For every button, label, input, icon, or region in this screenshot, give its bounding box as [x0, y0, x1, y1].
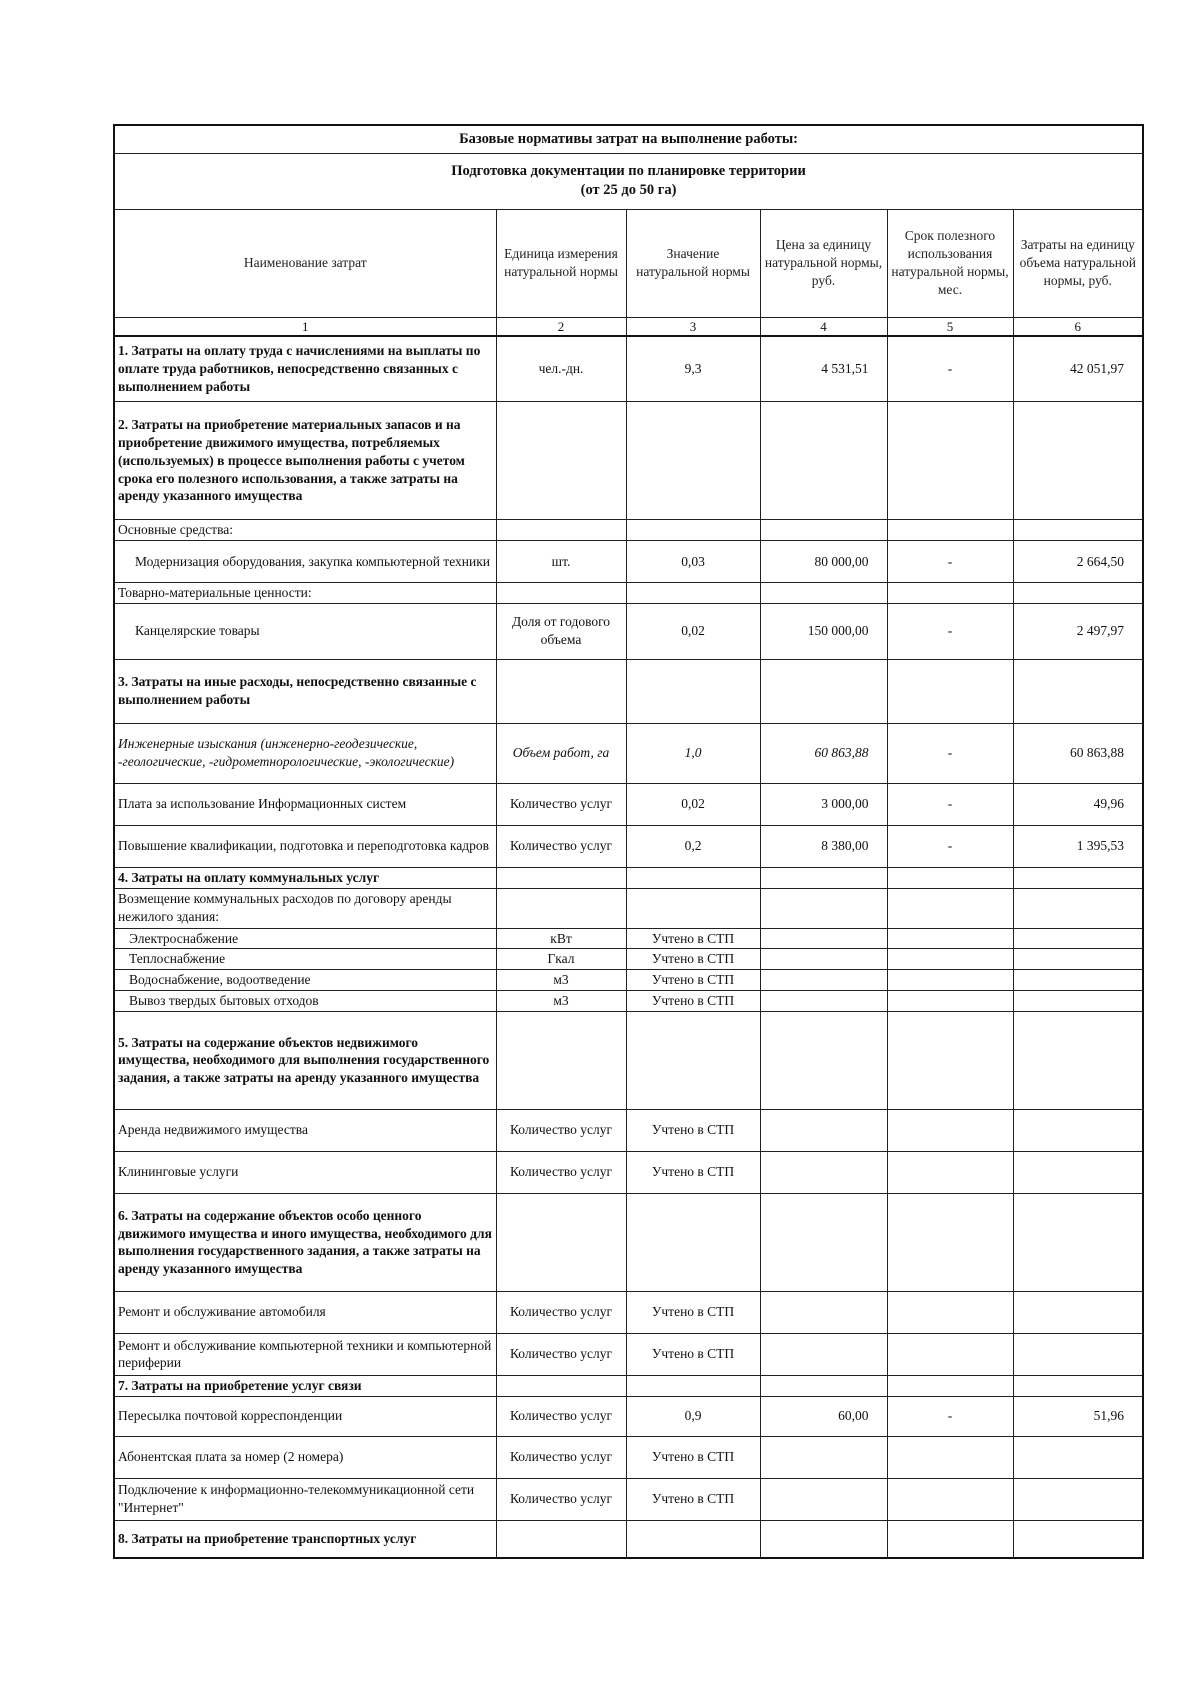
cost-name: Канцелярские товары [114, 603, 496, 659]
cost-price [760, 1291, 887, 1333]
column-number: 4 [760, 317, 887, 336]
cost-name: Основные средства: [114, 520, 496, 541]
cost-total [1013, 949, 1143, 970]
cost-term [887, 1193, 1013, 1291]
cost-term: - [887, 723, 1013, 783]
cost-term [887, 520, 1013, 541]
cost-price [760, 1478, 887, 1520]
cost-value [626, 867, 760, 888]
cost-unit [496, 1193, 626, 1291]
cost-name: Возмещение коммунальных расходов по договору аренды нежилого здания: [114, 888, 496, 928]
table-row [114, 402, 1143, 520]
cost-value: Учтено в СТП [626, 1291, 760, 1333]
cost-unit: Количество услуг [496, 1291, 626, 1333]
cost-unit [496, 520, 626, 541]
subtitle-line-2: (от 25 до 50 га) [580, 182, 677, 198]
cost-unit: кВт [496, 928, 626, 949]
cost-total [1013, 520, 1143, 541]
cost-value: Учтено в СТП [626, 1109, 760, 1151]
cost-price [760, 949, 887, 970]
cost-value [626, 402, 760, 520]
cost-total: 2 664,50 [1013, 540, 1143, 582]
cost-unit [496, 1520, 626, 1558]
cost-total [1013, 1151, 1143, 1193]
cost-norms-table [113, 124, 1144, 1559]
header-value: Значение натуральной нормы [626, 209, 760, 317]
cost-total [1013, 888, 1143, 928]
cost-unit: Количество услуг [496, 1396, 626, 1436]
cost-term [887, 1436, 1013, 1478]
cost-unit: Количество услуг [496, 1151, 626, 1193]
cost-name: 5. Затраты на содержание объектов недвижимого имущества, необходимого для выполнения государственного задания, а также затраты на аренду указанного имущества [114, 1011, 496, 1109]
cost-price [760, 928, 887, 949]
cost-value [626, 1011, 760, 1109]
table-subtitle [114, 153, 1143, 209]
header-unit: Единица измерения натуральной нормы [496, 209, 626, 317]
cost-value [626, 1375, 760, 1396]
table-title: Базовые нормативы затрат на выполнение работы: [114, 125, 1143, 153]
cost-name: 1. Затраты на оплату труда с начислениями на выплаты по оплате труда работников, непосредственно связанных с выполнением работы [114, 336, 496, 402]
cost-total [1013, 1520, 1143, 1558]
cost-price [760, 970, 887, 991]
cost-price: 150 000,00 [760, 603, 887, 659]
table-row [114, 1396, 1143, 1436]
cost-term [887, 867, 1013, 888]
cost-term [887, 659, 1013, 723]
table-row [114, 1520, 1143, 1558]
cost-total [1013, 1478, 1143, 1520]
cost-value [626, 659, 760, 723]
table-row [114, 949, 1143, 970]
cost-term [887, 1333, 1013, 1375]
cost-price [760, 1436, 887, 1478]
cost-total: 2 497,97 [1013, 603, 1143, 659]
cost-total [1013, 1291, 1143, 1333]
cost-price: 60,00 [760, 1396, 887, 1436]
cost-value: Учтено в СТП [626, 1436, 760, 1478]
table-row [114, 1193, 1143, 1291]
cost-total: 42 051,97 [1013, 336, 1143, 402]
cost-price: 60 863,88 [760, 723, 887, 783]
cost-value: 0,02 [626, 783, 760, 825]
cost-total [1013, 582, 1143, 603]
cost-total [1013, 1011, 1143, 1109]
header-cost: Затраты на единицу объема натуральной нормы, руб. [1013, 209, 1143, 317]
cost-price [760, 1011, 887, 1109]
table-row [114, 970, 1143, 991]
cost-name: Абонентская плата за номер (2 номера) [114, 1436, 496, 1478]
column-number: 1 [114, 317, 496, 336]
table-row [114, 825, 1143, 867]
table-row [114, 1151, 1143, 1193]
cost-value [626, 1193, 760, 1291]
cost-term [887, 1520, 1013, 1558]
cost-name: 8. Затраты на приобретение транспортных услуг [114, 1520, 496, 1558]
cost-value [626, 888, 760, 928]
table-row [114, 1291, 1143, 1333]
header-row [114, 209, 1143, 317]
column-number: 2 [496, 317, 626, 336]
cost-name: Товарно-материальные ценности: [114, 582, 496, 603]
cost-price [760, 1109, 887, 1151]
table-row [114, 991, 1143, 1012]
cost-value: 0,2 [626, 825, 760, 867]
cost-term [887, 991, 1013, 1012]
table-row [114, 659, 1143, 723]
cost-total [1013, 1375, 1143, 1396]
cost-unit [496, 1375, 626, 1396]
cost-term [887, 1011, 1013, 1109]
cost-total [1013, 1193, 1143, 1291]
cost-name: 2. Затраты на приобретение материальных запасов и на приобретение движимого имущества, потребляемых (используемых) в процессе выполнения работы с учетом срока его полезного использования, а также затраты на аренду указанного имущества [114, 402, 496, 520]
cost-price [760, 402, 887, 520]
table-row [114, 888, 1143, 928]
subtitle-line-1: Подготовка документации по планировке территории [451, 162, 806, 179]
cost-price [760, 1375, 887, 1396]
cost-total [1013, 970, 1143, 991]
cost-unit: Гкал [496, 949, 626, 970]
cost-unit [496, 867, 626, 888]
cost-name: Ремонт и обслуживание компьютерной техники и компьютерной периферии [114, 1333, 496, 1375]
cost-price [760, 888, 887, 928]
cost-unit [496, 659, 626, 723]
cost-unit [496, 1011, 626, 1109]
cost-name: 6. Затраты на содержание объектов особо ценного движимого имущества и иного имущества, необходимого для выполнения государственного задания, а также затраты на аренду указанного имущества [114, 1193, 496, 1291]
cost-term: - [887, 1396, 1013, 1436]
cost-value: 0,03 [626, 540, 760, 582]
column-number: 3 [626, 317, 760, 336]
table-row [114, 336, 1143, 402]
table-row [114, 603, 1143, 659]
cost-price: 3 000,00 [760, 783, 887, 825]
cost-value: 0,02 [626, 603, 760, 659]
cost-unit: Количество услуг [496, 783, 626, 825]
cost-name: Плата за использование Информационных систем [114, 783, 496, 825]
cost-price [760, 867, 887, 888]
cost-value: Учтено в СТП [626, 1151, 760, 1193]
cost-total [1013, 991, 1143, 1012]
cost-price [760, 1520, 887, 1558]
cost-value [626, 520, 760, 541]
cost-price [760, 991, 887, 1012]
cost-name: Подключение к информационно-телекоммуникационной сети "Интернет" [114, 1478, 496, 1520]
table-row [114, 1478, 1143, 1520]
table-row [114, 723, 1143, 783]
cost-value: Учтено в СТП [626, 1333, 760, 1375]
cost-total: 49,96 [1013, 783, 1143, 825]
cost-price [760, 1333, 887, 1375]
cost-total [1013, 1109, 1143, 1151]
table-row [114, 783, 1143, 825]
cost-price [760, 582, 887, 603]
cost-total: 60 863,88 [1013, 723, 1143, 783]
cost-value: Учтено в СТП [626, 928, 760, 949]
table-row [114, 928, 1143, 949]
cost-term [887, 888, 1013, 928]
cost-name: Вывоз твердых бытовых отходов [114, 991, 496, 1012]
cost-name: Ремонт и обслуживание автомобиля [114, 1291, 496, 1333]
cost-value: 1,0 [626, 723, 760, 783]
cost-price: 80 000,00 [760, 540, 887, 582]
cost-term: - [887, 783, 1013, 825]
cost-unit: м3 [496, 970, 626, 991]
table-row [114, 1109, 1143, 1151]
cost-unit: Количество услуг [496, 1333, 626, 1375]
cost-total: 51,96 [1013, 1396, 1143, 1436]
cost-total [1013, 1333, 1143, 1375]
cost-term [887, 928, 1013, 949]
cost-name: 4. Затраты на оплату коммунальных услуг [114, 867, 496, 888]
cost-total [1013, 1436, 1143, 1478]
cost-term [887, 402, 1013, 520]
cost-price [760, 1193, 887, 1291]
cost-unit [496, 888, 626, 928]
table-row [114, 582, 1143, 603]
subtitle-row [114, 153, 1143, 209]
cost-name: Электроснабжение [114, 928, 496, 949]
cost-term: - [887, 336, 1013, 402]
cost-name: Клининговые услуги [114, 1151, 496, 1193]
cost-value: Учтено в СТП [626, 970, 760, 991]
cost-term [887, 949, 1013, 970]
cost-term [887, 970, 1013, 991]
table-row [114, 867, 1143, 888]
cost-unit: м3 [496, 991, 626, 1012]
table-row [114, 540, 1143, 582]
cost-price [760, 1151, 887, 1193]
cost-unit: Количество услуг [496, 1436, 626, 1478]
table-row [114, 520, 1143, 541]
cost-total [1013, 867, 1143, 888]
cost-value: 9,3 [626, 336, 760, 402]
cost-name: 7. Затраты на приобретение услуг связи [114, 1375, 496, 1396]
cost-term [887, 1375, 1013, 1396]
cost-unit: Доля от годового объема [496, 603, 626, 659]
cost-name: Повышение квалификации, подготовка и переподготовка кадров [114, 825, 496, 867]
column-number-row [114, 317, 1143, 336]
header-term: Срок полезного использования натуральной нормы, мес. [887, 209, 1013, 317]
table-row [114, 1375, 1143, 1396]
cost-value: Учтено в СТП [626, 1478, 760, 1520]
cost-price [760, 520, 887, 541]
cost-name: Теплоснабжение [114, 949, 496, 970]
cost-term: - [887, 825, 1013, 867]
cost-unit: чел.-дн. [496, 336, 626, 402]
cost-unit: Объем работ, га [496, 723, 626, 783]
header-price: Цена за единицу натуральной нормы, руб. [760, 209, 887, 317]
cost-value: 0,9 [626, 1396, 760, 1436]
cost-term [887, 1478, 1013, 1520]
cost-unit [496, 402, 626, 520]
cost-term [887, 1151, 1013, 1193]
cost-total [1013, 659, 1143, 723]
column-number: 5 [887, 317, 1013, 336]
header-name: Наименование затрат [114, 209, 496, 317]
cost-unit [496, 582, 626, 603]
cost-name: Пересылка почтовой корреспонденции [114, 1396, 496, 1436]
cost-unit: шт. [496, 540, 626, 582]
column-number: 6 [1013, 317, 1143, 336]
cost-value: Учтено в СТП [626, 991, 760, 1012]
cost-price: 8 380,00 [760, 825, 887, 867]
cost-term: - [887, 603, 1013, 659]
cost-total [1013, 928, 1143, 949]
cost-price [760, 659, 887, 723]
cost-name: Водоснабжение, водоотведение [114, 970, 496, 991]
table-row [114, 1333, 1143, 1375]
cost-value [626, 582, 760, 603]
cost-value [626, 1520, 760, 1558]
cost-unit: Количество услуг [496, 1478, 626, 1520]
cost-unit: Количество услуг [496, 1109, 626, 1151]
cost-name: Инженерные изыскания (инженерно-геодезические, -геологические, -гидрометнорологические, -экологические) [114, 723, 496, 783]
cost-term [887, 1291, 1013, 1333]
cost-term [887, 582, 1013, 603]
cost-total: 1 395,53 [1013, 825, 1143, 867]
cost-total [1013, 402, 1143, 520]
cost-name: Аренда недвижимого имущества [114, 1109, 496, 1151]
cost-name: Модернизация оборудования, закупка компьютерной техники [114, 540, 496, 582]
table-row [114, 1011, 1143, 1109]
cost-price: 4 531,51 [760, 336, 887, 402]
cost-name: 3. Затраты на иные расходы, непосредственно связанные с выполнением работы [114, 659, 496, 723]
title-row [114, 125, 1143, 153]
cost-unit: Количество услуг [496, 825, 626, 867]
cost-value: Учтено в СТП [626, 949, 760, 970]
table-row [114, 1436, 1143, 1478]
cost-term: - [887, 540, 1013, 582]
document-sheet [113, 124, 1142, 1559]
cost-term [887, 1109, 1013, 1151]
